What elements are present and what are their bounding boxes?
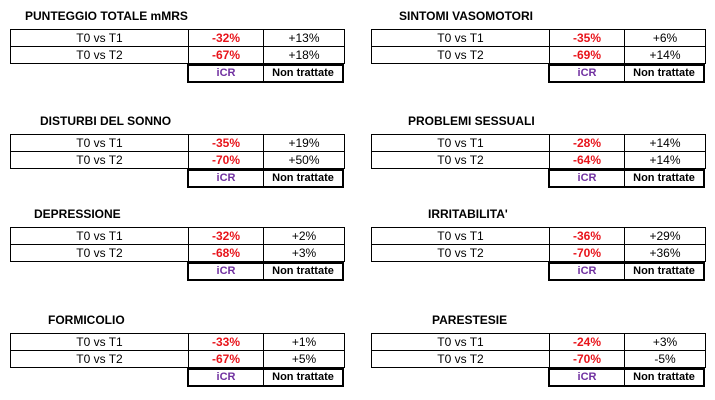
- icr-value: -70%: [189, 152, 264, 169]
- non-treated-value: +2%: [264, 228, 345, 245]
- table-row: [372, 135, 706, 152]
- icr-value: -24%: [550, 334, 625, 351]
- icr-value: -32%: [189, 228, 264, 245]
- legend-icr: iCR: [189, 264, 264, 279]
- legend-non-treated: Non trattate: [633, 371, 695, 383]
- row-label: T0 vs T1: [372, 228, 550, 245]
- panel-formicolio: [10, 313, 343, 383]
- legend-icr: iCR: [189, 66, 264, 81]
- non-treated-value: +50%: [264, 152, 345, 169]
- non-treated-value: +18%: [264, 47, 345, 64]
- legend-non-treated: Non trattate: [272, 67, 334, 79]
- icr-value: -35%: [189, 135, 264, 152]
- panel-punteggio-totale: [10, 9, 343, 79]
- non-treated-value: +1%: [264, 334, 345, 351]
- non-treated-value: +19%: [264, 135, 345, 152]
- non-treated-value: +36%: [625, 245, 706, 262]
- table-row: [11, 245, 345, 262]
- panel-problemi-sessuali: [371, 114, 704, 184]
- non-treated-value: +14%: [625, 135, 706, 152]
- comparison-table: [371, 333, 706, 368]
- icr-value: -32%: [189, 30, 264, 47]
- panel-title: DISTURBI DEL SONNO: [40, 114, 172, 128]
- comparison-table: [10, 227, 345, 262]
- comparison-table: [10, 333, 345, 368]
- non-treated-value: +13%: [264, 30, 345, 47]
- icr-value: -28%: [550, 135, 625, 152]
- table-row: [372, 228, 706, 245]
- icr-value: -67%: [189, 47, 264, 64]
- table-row: [372, 334, 706, 351]
- row-label: T0 vs T2: [372, 245, 550, 262]
- comparison-table: [10, 29, 345, 64]
- non-treated-value: +3%: [625, 334, 706, 351]
- row-label: T0 vs T1: [372, 334, 550, 351]
- legend: [187, 262, 344, 281]
- panel-title: FORMICOLIO: [48, 313, 125, 327]
- panel-title: DEPRESSIONE: [34, 207, 121, 221]
- row-label: T0 vs T1: [11, 135, 189, 152]
- non-treated-value: +14%: [625, 47, 706, 64]
- legend-icr: iCR: [550, 264, 625, 279]
- table-row: [11, 351, 345, 368]
- icr-value: -68%: [189, 245, 264, 262]
- row-label: T0 vs T2: [372, 351, 550, 368]
- non-treated-value: +6%: [625, 30, 706, 47]
- table-row: [372, 351, 706, 368]
- panel-title: PARESTESIE: [432, 313, 508, 327]
- comparison-table: [371, 227, 706, 262]
- non-treated-value: +14%: [625, 152, 706, 169]
- table-row: [11, 334, 345, 351]
- panel-sintomi-vasomotori: [371, 9, 704, 79]
- non-treated-value: +29%: [625, 228, 706, 245]
- legend: [187, 169, 344, 188]
- table-row: [11, 152, 345, 169]
- icr-value: -36%: [550, 228, 625, 245]
- legend-non-treated: Non trattate: [633, 265, 695, 277]
- panel-depressione: [10, 207, 343, 277]
- legend-non-treated: Non trattate: [272, 265, 334, 277]
- comparison-table: [10, 134, 345, 169]
- panel-parestesie: [371, 313, 704, 383]
- row-label: T0 vs T1: [11, 228, 189, 245]
- row-label: T0 vs T2: [372, 47, 550, 64]
- panel-disturbi-sonno: [10, 114, 343, 184]
- panel-title: IRRITABILITA': [428, 207, 508, 221]
- legend-non-treated: Non trattate: [633, 67, 695, 79]
- non-treated-value: +3%: [264, 245, 345, 262]
- table-row: [372, 245, 706, 262]
- icr-value: -33%: [189, 334, 264, 351]
- legend: [187, 368, 344, 387]
- table-row: [11, 47, 345, 64]
- row-label: T0 vs T1: [372, 30, 550, 47]
- panel-title: PROBLEMI SESSUALI: [408, 114, 535, 128]
- legend-icr: iCR: [189, 171, 264, 186]
- legend-non-treated: Non trattate: [272, 371, 334, 383]
- legend: [187, 64, 344, 83]
- icr-value: -64%: [550, 152, 625, 169]
- icr-value: -70%: [550, 245, 625, 262]
- comparison-table: [371, 134, 706, 169]
- table-row: [372, 47, 706, 64]
- table-row: [11, 30, 345, 47]
- icr-value: -67%: [189, 351, 264, 368]
- icr-value: -35%: [550, 30, 625, 47]
- legend: [548, 169, 705, 188]
- panel-irritabilita: [371, 207, 704, 277]
- panel-title: SINTOMI VASOMOTORI: [399, 9, 534, 23]
- legend-non-treated: Non trattate: [633, 172, 695, 184]
- legend-icr: iCR: [550, 370, 625, 385]
- legend-icr: iCR: [550, 66, 625, 81]
- legend: [548, 368, 705, 387]
- row-label: T0 vs T1: [372, 135, 550, 152]
- comparison-table: [371, 29, 706, 64]
- table-row: [372, 30, 706, 47]
- icr-value: -69%: [550, 47, 625, 64]
- table-row: [11, 228, 345, 245]
- row-label: T0 vs T2: [11, 152, 189, 169]
- non-treated-value: +5%: [264, 351, 345, 368]
- row-label: T0 vs T1: [11, 334, 189, 351]
- row-label: T0 vs T2: [11, 245, 189, 262]
- legend: [548, 64, 705, 83]
- legend: [548, 262, 705, 281]
- legend-icr: iCR: [189, 370, 264, 385]
- legend-icr: iCR: [550, 171, 625, 186]
- row-label: T0 vs T2: [11, 351, 189, 368]
- table-row: [372, 152, 706, 169]
- row-label: T0 vs T2: [11, 47, 189, 64]
- table-row: [11, 135, 345, 152]
- non-treated-value: -5%: [625, 351, 706, 368]
- panel-title: PUNTEGGIO TOTALE mMRS: [25, 9, 188, 23]
- icr-value: -70%: [550, 351, 625, 368]
- row-label: T0 vs T1: [11, 30, 189, 47]
- legend-non-treated: Non trattate: [272, 172, 334, 184]
- row-label: T0 vs T2: [372, 152, 550, 169]
